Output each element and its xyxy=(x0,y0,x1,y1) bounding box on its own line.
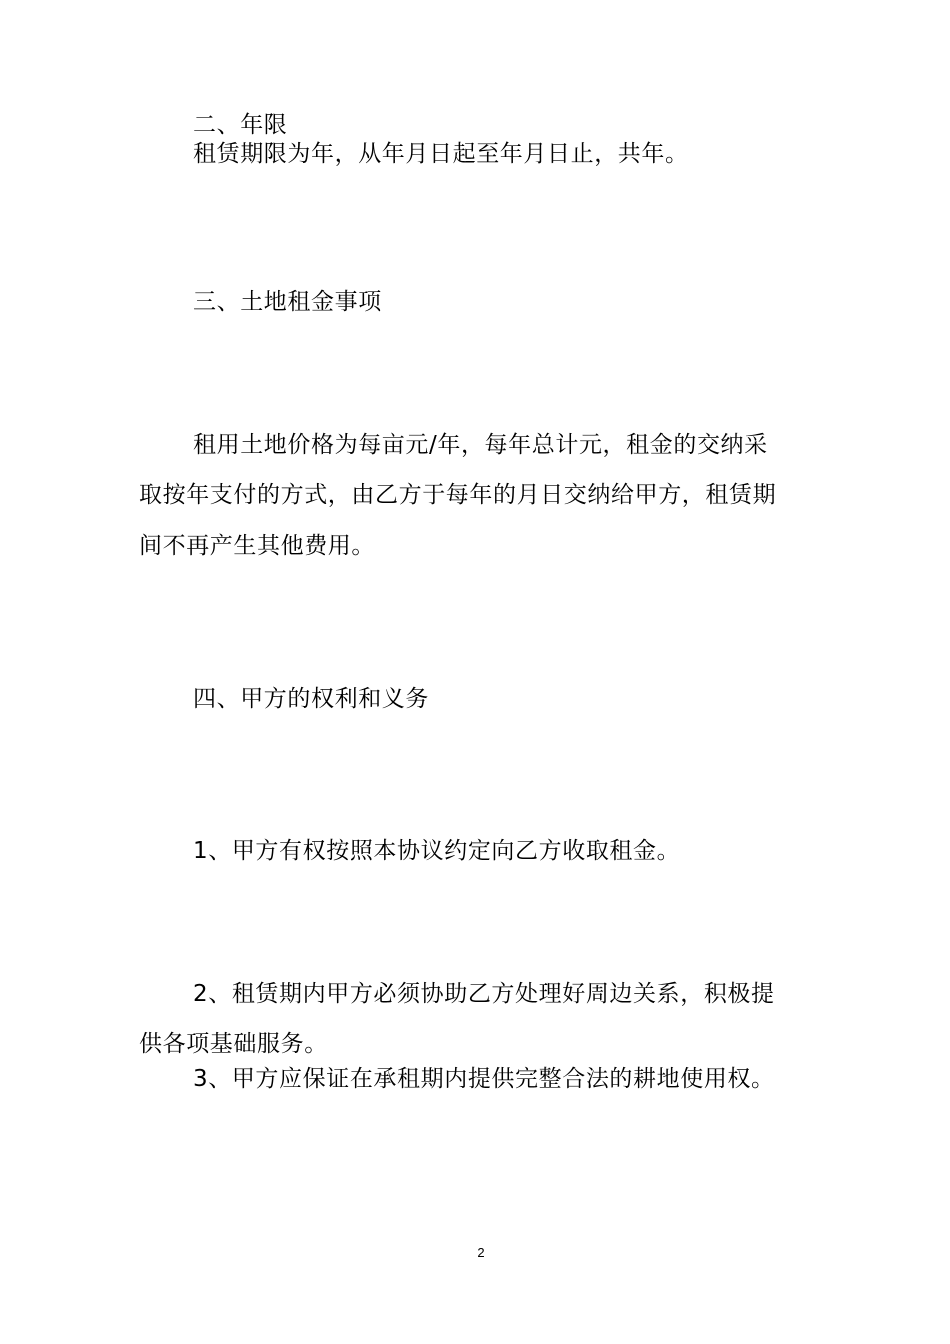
section-3-heading: 三、土地租金事项 xyxy=(193,289,382,315)
section-4-item-3: 3、甲方应保证在承租期内提供完整合法的耕地使用权。 xyxy=(193,1066,775,1092)
section-3-paragraph-line-1: 租用土地价格为每亩元/年，每年总计元，租金的交纳采 xyxy=(193,432,768,458)
section-4-item-2-line-2: 供各项基础服务。 xyxy=(139,1031,328,1057)
section-2-heading: 二、年限 xyxy=(193,112,288,138)
section-4-item-1: 1、甲方有权按照本协议约定向乙方收取租金。 xyxy=(193,838,681,864)
page-number: 2 xyxy=(477,1245,485,1260)
section-3-paragraph-line-2: 取按年支付的方式，由乙方于每年的月日交纳给甲方，租赁期 xyxy=(139,482,777,508)
section-4-heading: 四、甲方的权利和义务 xyxy=(193,686,429,712)
section-3-paragraph-line-3: 间不再产生其他费用。 xyxy=(139,533,375,559)
section-4-item-2-line-1: 2、租赁期内甲方必须协助乙方处理好周边关系，积极提 xyxy=(193,981,775,1007)
section-2-lease-term: 租赁期限为年，从年月日起至年月日止，共年。 xyxy=(193,141,689,167)
